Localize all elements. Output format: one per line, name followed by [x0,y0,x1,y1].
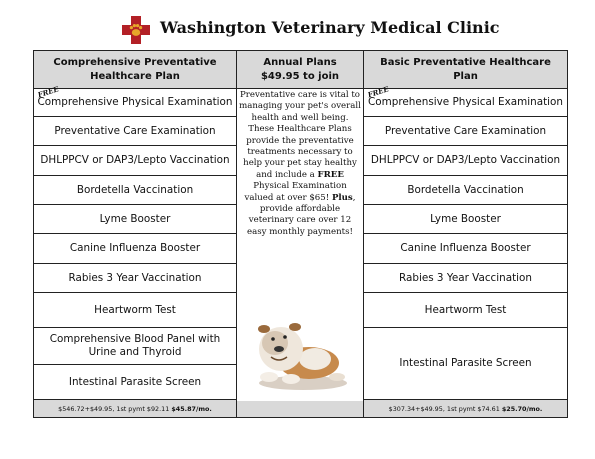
annual-plans-header [237,51,363,89]
comprehensive-plan-title: Comprehensive Preventative Healthcare Plan [34,51,237,89]
list-item: Intestinal Parasite Screen [363,328,567,400]
annual-plans-title: Annual Plans [263,56,337,68]
plan-comparison-table [33,50,568,418]
list-item: Rabies 3 Year Vaccination [34,264,237,293]
basic-plan-title: Basic Preventative Healthcare Plan [363,51,567,89]
list-item: DHLPPCV or DAP3/Lepto Vaccination [34,146,237,176]
list-item [363,84,567,117]
annual-plans-description: Preventative care is vital to managing your pet's overall health and well being. These Healthcare Plans provide the preventative treatments necessary to help your pet stay healthy and include a FREE Physical Examination valued at over $65! Plus, provide affordable veterinary care over 12 easy monthly payments! [239,90,361,237]
list-item: Comprehensive Blood Panel with Urine and Thyroid [34,328,237,365]
list-item: Preventative Care Examination [363,117,567,146]
pricing-text: $546.72+$49.95, 1st pymt $92.11 [58,404,170,413]
item-label: Comprehensive Physical Examination [368,96,563,108]
list-item: Intestinal Parasite Screen [34,365,237,400]
bulldog-image [251,297,351,393]
list-item: Canine Influenza Booster [363,234,567,264]
list-item: Heartworm Test [34,293,237,328]
list-item: Bordetella Vaccination [363,176,567,205]
annual-plans-column [237,51,363,417]
list-item: Preventative Care Examination [34,117,237,146]
annual-plans-price: $49.95 to join [260,70,340,82]
comprehensive-plan-pricing [34,400,237,417]
list-item: DHLPPCV or DAP3/Lepto Vaccination [363,146,567,176]
item-label: Comprehensive Physical Examination [37,96,233,108]
monthly-price: $25.70/mo. [501,404,543,413]
free-badge: FREE [366,84,390,100]
list-item: Rabies 3 Year Vaccination [363,264,567,293]
annual-plans-footer [237,401,363,417]
pricing-text: $307.34+$49.95, 1st pymt $74.61 [388,404,500,413]
list-item: Canine Influenza Booster [34,234,237,264]
monthly-price: $45.87/mo. [171,404,212,413]
list-item: Heartworm Test [363,293,567,328]
clinic-header [0,10,595,46]
free-badge: FREE [36,84,60,100]
basic-plan-pricing [363,400,567,417]
list-item: Lyme Booster [363,205,567,234]
list-item [34,84,237,117]
list-item: Lyme Booster [34,205,237,234]
clinic-title: Washington Veterinary Medical Clinic [160,18,500,37]
clinic-cross-paw-logo [122,16,150,44]
list-item: Bordetella Vaccination [34,176,237,205]
